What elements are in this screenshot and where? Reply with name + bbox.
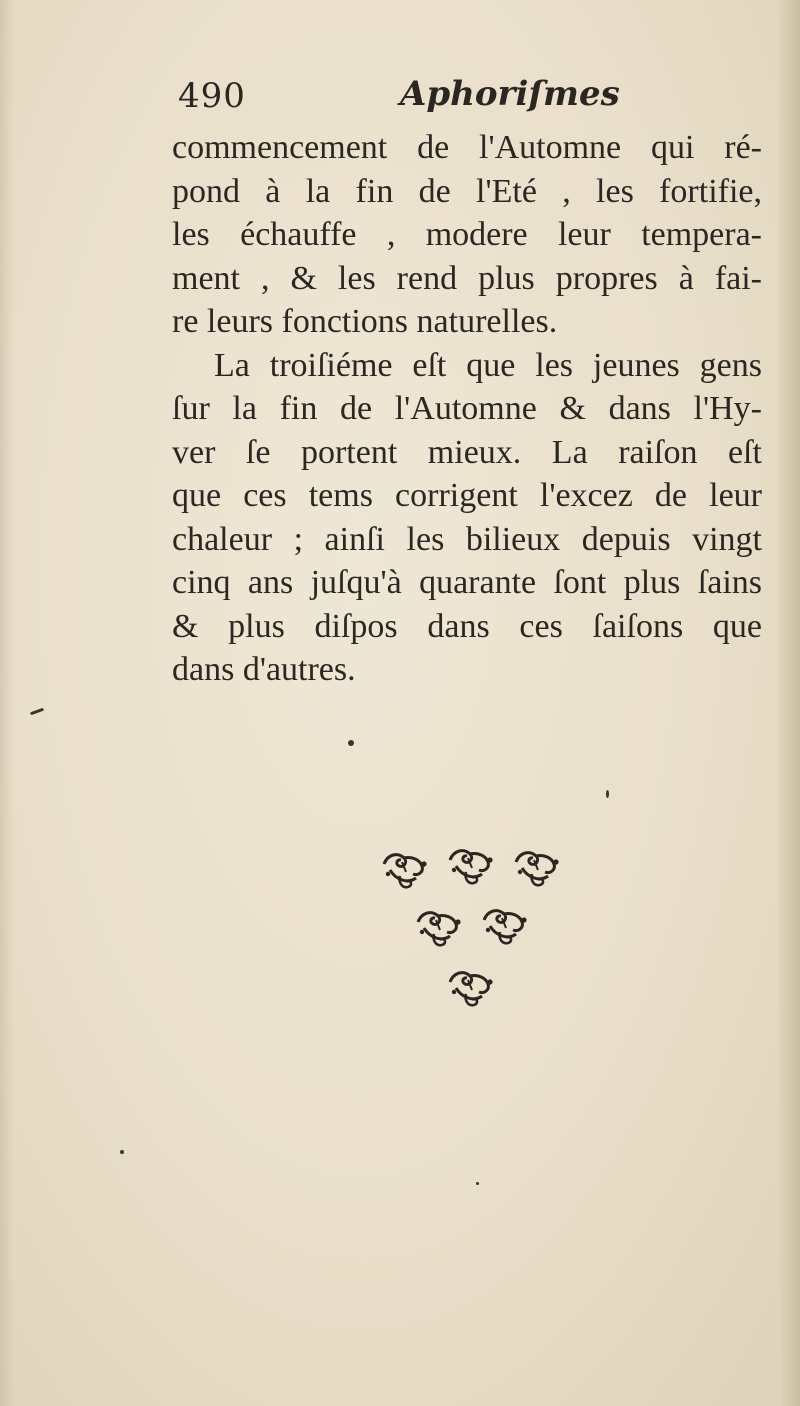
fleuron-mark xyxy=(450,851,493,884)
gutter-shadow xyxy=(0,0,14,1406)
paragraph xyxy=(172,126,762,344)
fleuron-mark xyxy=(484,911,527,944)
paper-speck xyxy=(30,708,44,716)
text-line: que ces tems corrigent l'excez de leur xyxy=(172,477,762,514)
body-text xyxy=(172,126,762,692)
fleuron-mark xyxy=(450,973,493,1006)
text-line: ver ſe portent mieux. La raiſon eſt xyxy=(172,433,762,471)
text-line: dans d'autres. xyxy=(172,651,356,688)
text-line: les échauffe , modere leur tempera- xyxy=(172,216,762,253)
text-line: commencement de l'Automne qui ré- xyxy=(172,129,762,166)
text-line: chaleur ; ainſi les bilieux depuis vingt xyxy=(172,520,762,558)
fleuron-mark xyxy=(516,853,559,886)
text-line: ment , & les rend plus propres à fai- xyxy=(172,259,762,297)
text-line: cinq ans juſqu'à quarante ſont plus ſains xyxy=(172,564,762,601)
text-line: La troiſiéme eſt que les jeunes gens xyxy=(214,346,762,384)
paper-speck xyxy=(606,790,609,798)
text-line: pond à la fin de l'Eté , les fortifie, xyxy=(172,172,762,210)
paper-speck xyxy=(120,1150,124,1154)
fleuron-mark xyxy=(384,855,427,888)
paragraph xyxy=(172,344,762,692)
page-header xyxy=(178,72,620,122)
page-number: 490 xyxy=(178,76,246,116)
paper-speck xyxy=(476,1182,479,1185)
fleuron-mark xyxy=(418,913,461,946)
text-line: & plus diſpos dans ces ſaiſons que xyxy=(172,607,762,645)
running-title: Aphoriſmes xyxy=(400,74,620,114)
paper-speck xyxy=(348,740,354,746)
page-edge xyxy=(778,0,800,1406)
text-line: ſur la fin de l'Automne & dans l'Hy- xyxy=(172,390,762,427)
fleuron-ornament xyxy=(360,840,600,1030)
text-line: re leurs fonctions naturelles. xyxy=(172,303,558,340)
